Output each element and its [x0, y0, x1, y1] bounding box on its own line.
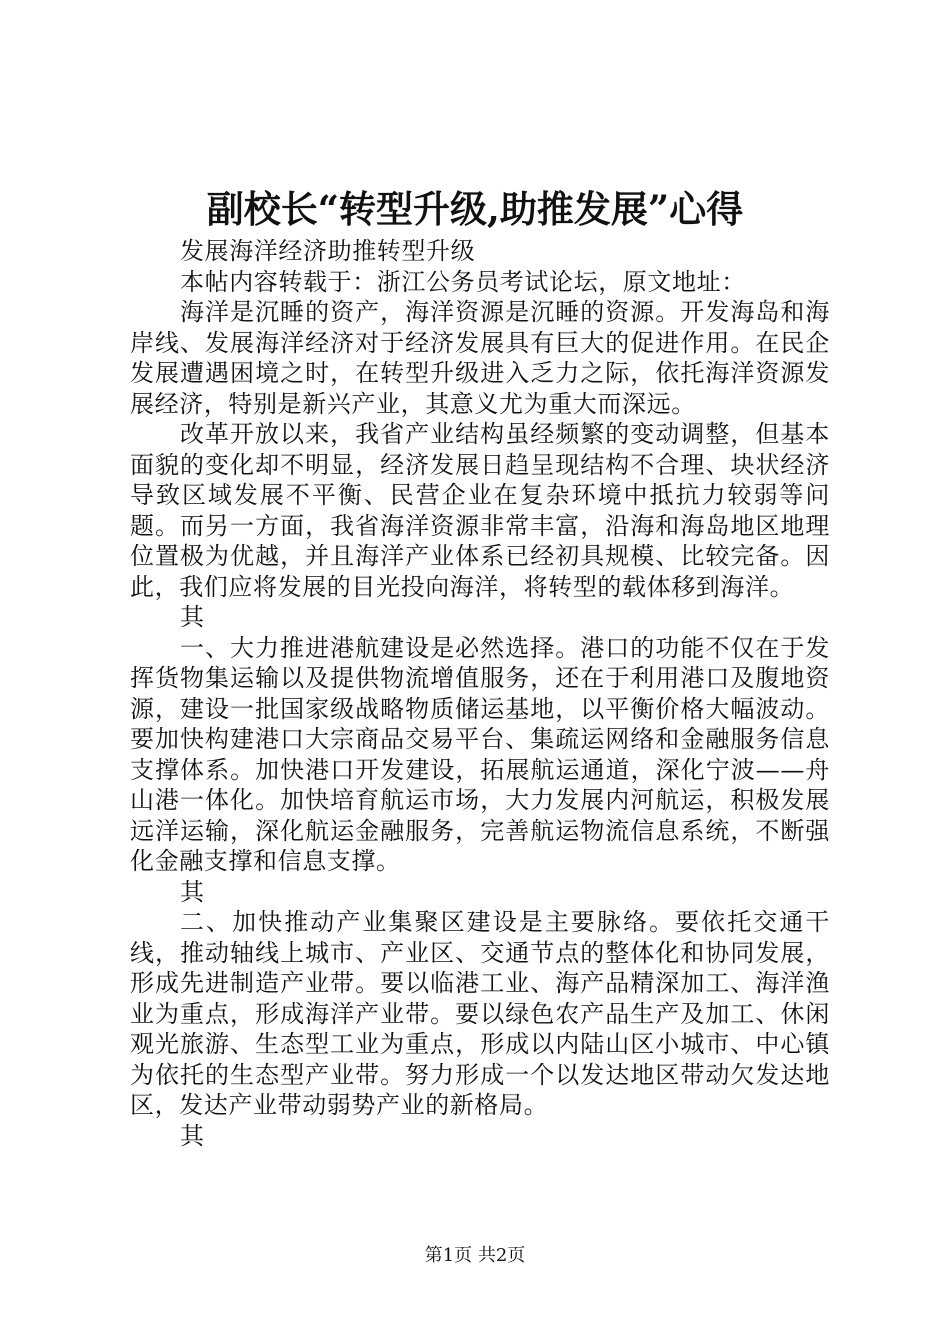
paragraph-marker: 其: [180, 603, 205, 631]
paragraph-point-one: 一、大力推进港航建设是必然选择。港口的功能不仅在于发挥货物集运输以及提供物流增值服务，还在于利用港口及腹地资源，建设一批国家级战略物质储运基地，以平衡价格大幅波动。要加快构建港口大宗商品交易平台、集疏运网络和金融服务信息支撑体系。加快港口开发建设，拓展航运通道，深化宁波——舟山港一体化。加快培育航运市场，大力发展内河航运，积极发展远洋运输，深化航运金融服务，完善航运物流信息系统，不断强化金融支撑和信息支撑。: [130, 633, 830, 875]
page-number-footer: 第1页 共2页: [424, 1245, 526, 1266]
paragraph-marker: 其: [180, 877, 205, 906]
paragraph-marker: 其: [180, 1121, 205, 1150]
document-title: 副校长“转型升级,助推发展”心得: [206, 187, 744, 231]
paragraph-background: 改革开放以来，我省产业结构虽经频繁的变动调整，但基本面貌的变化却不明显，经济发展日趋呈现结构不合理、块状经济导致区域发展不平衡、民营企业在复杂环境中抵抗力较弱等问题。而另一方面，我省海洋资源非常丰富，沿海和海岛地区地理位置极为优越，并且海洋产业体系已经初具规模、比较完备。因此，我们应将发展的目光投向海洋，将转型的载体移到海洋。: [130, 420, 830, 601]
paragraph-point-two: 二、加快推动产业集聚区建设是主要脉络。要依托交通干线，推动轴线上城市、产业区、交通节点的整体化和协同发展，形成先进制造产业带。要以临港工业、海产品精深加工、海洋渔业为重点，形成海洋产业带。要以绿色农产品生产及加工、休闲观光旅游、生态型工业为重点，形成以内陆山区小城市、中心镇为依托的生态型产业带。努力形成一个以发达地区带动欠发达地区，发达产业带动弱势产业的新格局。: [130, 908, 830, 1119]
paragraph-subtitle: 发展海洋经济助推转型升级: [180, 237, 476, 265]
document-body: [130, 236, 830, 1151]
paragraph-intro: 海洋是沉睡的资产，海洋资源是沉睡的资源。开发海岛和海岸线、发展海洋经济对于经济发展具有巨大的促进作用。在民企发展遭遇困境之时，在转型升级进入乏力之际，依托海洋资源发展经济，特别是新兴产业，其意义尤为重大而深远。: [130, 298, 830, 418]
paragraph-source-note: 本帖内容转载于：浙江公务员考试论坛，原文地址：: [180, 267, 746, 296]
